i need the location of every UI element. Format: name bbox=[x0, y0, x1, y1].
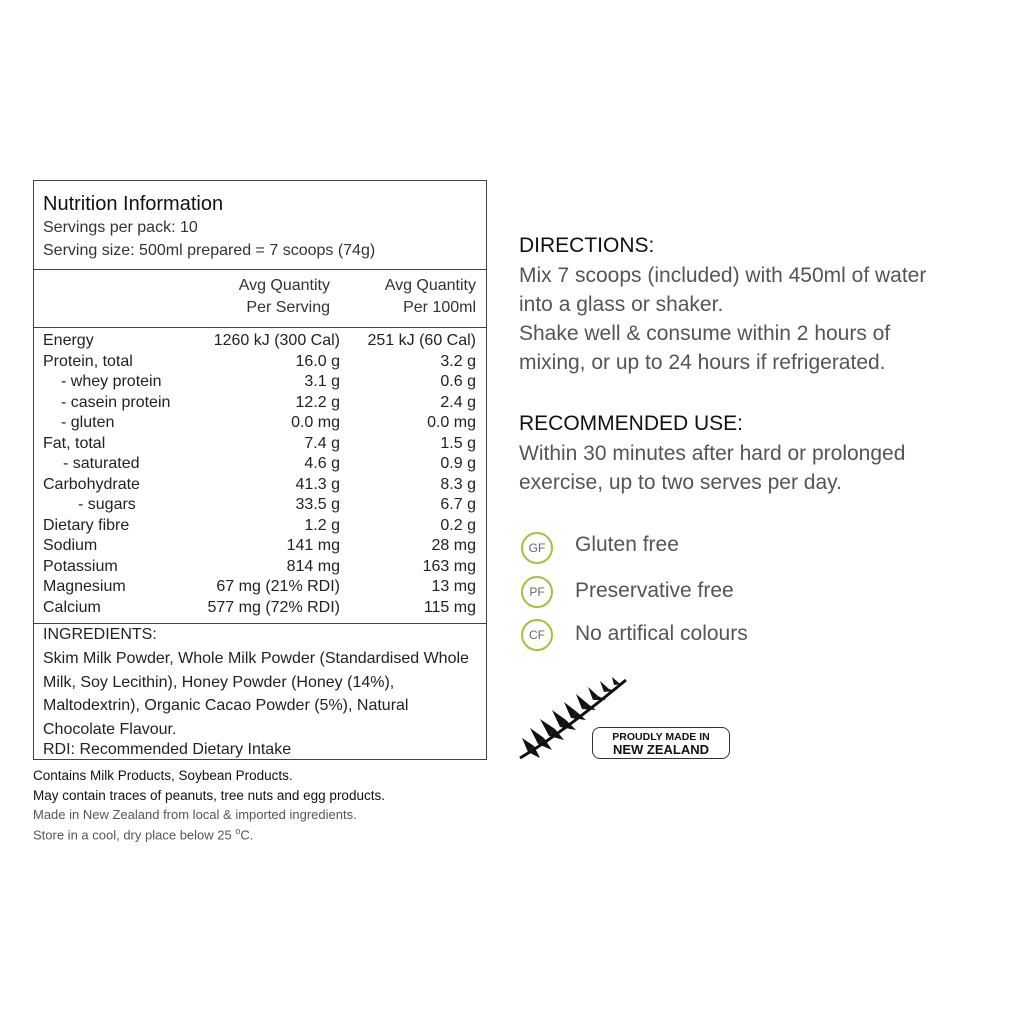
nutrition-rows bbox=[34, 331, 486, 621]
preservative-free-badge-icon: PF bbox=[521, 576, 553, 608]
directions-line-2: into a glass or shaker. bbox=[519, 293, 724, 316]
nutrition-row bbox=[34, 536, 486, 557]
per-100ml-value: 0.2 g bbox=[440, 516, 476, 534]
ingredients-title: INGREDIENTS: bbox=[43, 626, 157, 643]
nutrient-name: - whey protein bbox=[61, 373, 162, 390]
no-colours-badge-icon: CF bbox=[521, 619, 553, 651]
nutrient-name: - saturated bbox=[63, 455, 140, 472]
ingredients-section bbox=[34, 623, 486, 759]
per-100ml-value: 163 mg bbox=[422, 557, 476, 575]
per-100ml-value: 0.9 g bbox=[440, 455, 476, 472]
per-serving-value: 1260 kJ (300 Cal) bbox=[213, 332, 340, 349]
col-per-100ml-line2: Per 100ml bbox=[403, 299, 476, 316]
per-100ml-value: 28 mg bbox=[431, 537, 476, 554]
column-headers bbox=[34, 269, 486, 328]
traces-note: May contain traces of peanuts, tree nuts and egg products. bbox=[33, 788, 385, 803]
per-100ml-value: 13 mg bbox=[431, 578, 476, 595]
nutrition-row bbox=[34, 516, 486, 537]
per-100ml-value: 1.5 g bbox=[440, 434, 476, 452]
per-serving-value: 141 mg bbox=[286, 537, 340, 554]
per-serving-value: 33.5 g bbox=[295, 496, 340, 513]
directions-line-3: Shake well & consume within 2 hours of bbox=[519, 322, 891, 345]
nutrient-name: Fat, total bbox=[43, 434, 106, 452]
serving-size: Serving size: 500ml prepared = 7 scoops (74g) bbox=[43, 242, 376, 259]
made-in-line1: PROUDLY MADE IN bbox=[612, 731, 710, 743]
nutrition-row bbox=[34, 598, 486, 619]
nutrition-row bbox=[34, 393, 486, 414]
nutrition-row bbox=[34, 557, 486, 578]
per-serving-value: 16.0 g bbox=[295, 352, 340, 370]
nutrient-name: - gluten bbox=[61, 414, 115, 431]
per-serving-value: 67 mg (21% RDI) bbox=[216, 578, 340, 595]
recommended-line-2: exercise, up to two serves per day. bbox=[519, 471, 842, 494]
ingredients-text: Skim Milk Powder, Whole Milk Powder (Standardised Whole Milk, Soy Lecithin), Honey Powder (Honey (14%), Maltodextrin), Organic Cacao Powder (5%), Natural Chocolate Flavour. bbox=[43, 650, 469, 738]
directions-heading: DIRECTIONS: bbox=[519, 234, 655, 257]
nutrition-row bbox=[34, 475, 486, 496]
nutrient-name: - sugars bbox=[78, 496, 136, 513]
nutrient-name: Carbohydrate bbox=[43, 475, 140, 493]
nutrient-name: Sodium bbox=[43, 537, 98, 554]
recommended-heading: RECOMMENDED USE: bbox=[519, 412, 744, 435]
per-100ml-value: 3.2 g bbox=[440, 352, 476, 370]
per-100ml-value: 0.6 g bbox=[440, 373, 476, 390]
col-per-serving-line2: Per Serving bbox=[246, 299, 330, 316]
per-100ml-value: 8.3 g bbox=[440, 475, 476, 493]
preservative-free-label: Preservative free bbox=[575, 579, 734, 602]
nutrition-row bbox=[34, 372, 486, 393]
directions-line-1: Mix 7 scoops (included) with 450ml of water bbox=[519, 264, 927, 287]
per-serving-value: 577 mg (72% RDI) bbox=[207, 598, 340, 616]
per-100ml-value: 6.7 g bbox=[440, 496, 476, 513]
nutrition-row bbox=[34, 331, 486, 352]
nutrition-row bbox=[34, 413, 486, 434]
storage-note bbox=[33, 826, 253, 842]
nutrient-name: Dietary fibre bbox=[43, 516, 130, 534]
per-serving-value: 1.2 g bbox=[304, 516, 340, 534]
storage-text: Store in a cool, dry place below 25 bbox=[33, 827, 236, 843]
per-serving-value: 7.4 g bbox=[304, 434, 340, 452]
col-per-100ml bbox=[385, 275, 476, 319]
gluten-free-badge-icon: GF bbox=[521, 532, 553, 564]
nutrition-row bbox=[34, 454, 486, 475]
rdi-note: RDI: Recommended Dietary Intake bbox=[43, 741, 292, 758]
nutrition-title: Nutrition Information bbox=[43, 193, 224, 215]
storage-degree: o bbox=[235, 826, 241, 836]
per-100ml-value: 2.4 g bbox=[440, 393, 476, 411]
per-serving-value: 3.1 g bbox=[304, 373, 340, 390]
nutrient-name: - casein protein bbox=[61, 393, 171, 411]
nutrition-row bbox=[34, 577, 486, 598]
per-serving-value: 4.6 g bbox=[304, 455, 340, 472]
nutrient-name: Energy bbox=[43, 332, 94, 349]
col-per-serving-line1: Avg Quantity bbox=[238, 277, 330, 294]
nutrient-name: Magnesium bbox=[43, 578, 126, 595]
made-in-nz-badge bbox=[592, 727, 730, 759]
col-per-100ml-line1: Avg Quantity bbox=[384, 277, 476, 294]
storage-unit: C. bbox=[240, 827, 254, 843]
nutrient-name: Protein, total bbox=[43, 352, 133, 370]
servings-per-pack: Servings per pack: 10 bbox=[43, 219, 198, 236]
made-in-line2: NEW ZEALAND bbox=[612, 742, 710, 757]
per-serving-value: 41.3 g bbox=[295, 475, 340, 493]
nutrition-panel bbox=[33, 180, 487, 760]
nutrition-header bbox=[34, 181, 486, 270]
no-colours-label: No artifical colours bbox=[575, 622, 748, 645]
recommended-line-1: Within 30 minutes after hard or prolonged bbox=[519, 442, 906, 465]
nutrition-row bbox=[34, 434, 486, 455]
per-100ml-value: 115 mg bbox=[423, 598, 476, 616]
nutrient-name: Potassium bbox=[43, 557, 118, 575]
allergens-note: Contains Milk Products, Soybean Products. bbox=[33, 768, 293, 783]
nutrient-name: Calcium bbox=[43, 598, 101, 616]
per-100ml-value: 0.0 mg bbox=[427, 414, 476, 431]
per-serving-value: 12.2 g bbox=[295, 393, 340, 411]
nutrition-row bbox=[34, 495, 486, 516]
made-in-note: Made in New Zealand from local & imported ingredients. bbox=[33, 807, 357, 822]
per-serving-value: 814 mg bbox=[286, 557, 340, 575]
per-serving-value: 0.0 mg bbox=[291, 414, 340, 431]
gluten-free-label: Gluten free bbox=[575, 533, 679, 556]
col-per-serving bbox=[239, 275, 330, 319]
per-100ml-value: 251 kJ (60 Cal) bbox=[367, 332, 476, 349]
nutrition-row bbox=[34, 352, 486, 373]
directions-line-4: mixing, or up to 24 hours if refrigerated. bbox=[519, 351, 886, 374]
